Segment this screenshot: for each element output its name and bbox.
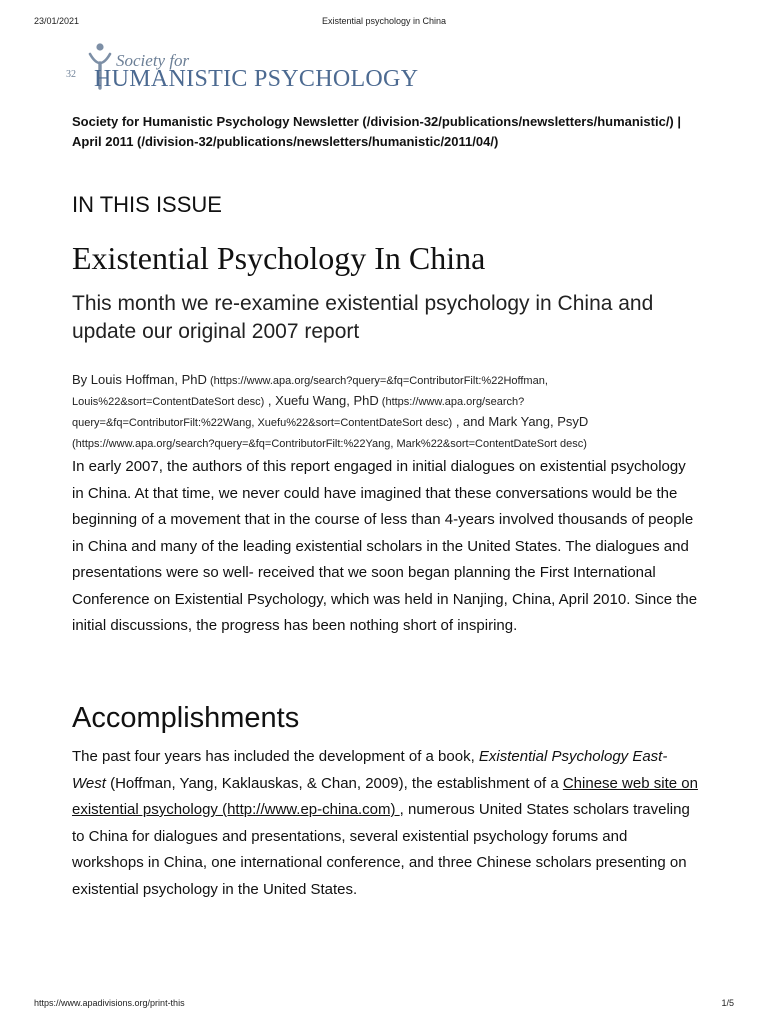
byline-author-2-url: (https://www.apa.org/search?query=&fq=ContributorFilt:%22Wang, Xuefu%22&sort=ContentDateSort desc) xyxy=(72,396,525,429)
intro-paragraph: In early 2007, the authors of this report engaged in initial dialogues on existential psychology in China. At that time, we never could have imagined that these conversations would be the beginning of a movement that in the course of less than 4-years involved thousands of people in China and many of the leading existential scholars in the United States. The dialogues and presentations were so well- received that we soon began planning the First International Conference on Existential Psychology, which was held in Nanjing, China, April 2010. Since the initial discussions, the progress has been nothing short of inspiring. xyxy=(72,458,698,634)
accomplishments-paragraph xyxy=(72,744,698,903)
breadcrumb-newsletter-url: (/division-32/publications/newsletters/humanistic/) xyxy=(358,114,674,129)
byline-separator-2: , and xyxy=(452,414,489,429)
breadcrumb-separator: | xyxy=(673,114,682,129)
byline-author-1[interactable]: Louis Hoffman, PhD xyxy=(90,372,207,387)
byline-separator-1: , xyxy=(264,393,276,408)
print-url: https://www.apadivisions.org/print-this xyxy=(34,998,185,1008)
byline-prefix: By xyxy=(72,372,91,387)
article-title: Existential Psychology In China xyxy=(72,240,486,276)
print-title: Existential psychology in China xyxy=(321,16,447,26)
chinese-website-link-text: Chinese web site on existential psychology xyxy=(72,774,698,818)
print-date: 23/01/2021 xyxy=(34,16,80,26)
accomplishments-text-end: , numerous United States scholars traveling to China for dialogues and presentations, several existential psychology forums and workshops in China, one international conference, and three Chinese scholars presenting on existential psychology in the United States. xyxy=(72,801,690,898)
print-header xyxy=(34,16,734,30)
accomplishments-heading: Accomplishments xyxy=(72,702,300,734)
byline-author-1-url: (https://www.apa.org/search?query=&fq=ContributorFilt:%22Hoffman, Louis%22&sort=ContentDateSort desc) xyxy=(72,375,548,408)
in-this-issue-label: IN THIS ISSUE xyxy=(72,192,222,217)
logo-society-for: Society for xyxy=(116,51,190,70)
division-number: 32 xyxy=(66,69,76,80)
book-title: Existential Psychology East-West xyxy=(72,748,668,792)
breadcrumb-newsletter-link[interactable] xyxy=(72,114,674,129)
breadcrumb-issue-link[interactable] xyxy=(72,134,498,149)
logo-org-name: HUMANISTIC PSYCHOLOGY xyxy=(94,66,419,92)
byline-author-2[interactable]: Xuefu Wang, PhD xyxy=(275,393,379,408)
page-number: 1/5 xyxy=(721,998,734,1008)
breadcrumb-issue-label: April 2011 xyxy=(72,134,134,149)
byline-author-3[interactable]: Mark Yang, PsyD xyxy=(488,414,589,429)
chinese-website-link-url: (http://www.ep-china.com) xyxy=(217,801,400,818)
accomplishments-text-start: The past four years has included the development of a book, xyxy=(72,748,479,765)
breadcrumb-newsletter-label: Society for Humanistic Psychology Newsletter xyxy=(72,114,359,129)
article-byline xyxy=(72,370,698,454)
accomplishments-text-middle: (Hoffman, Yang, Kaklauskas, & Chan, 2009), the establishment of a xyxy=(105,774,563,792)
print-footer xyxy=(34,994,734,1008)
article-subtitle: This month we re-examine existential psychology in China and update our original 2007 report xyxy=(72,292,654,343)
breadcrumb xyxy=(72,112,698,152)
site-logo[interactable] xyxy=(62,40,419,92)
byline-author-3-url: (https://www.apa.org/search?query=&fq=ContributorFilt:%22Yang, Mark%22&sort=ContentDateSort desc) xyxy=(72,438,587,450)
breadcrumb-issue-url: (/division-32/publications/newsletters/humanistic/2011/04/) xyxy=(133,134,499,149)
